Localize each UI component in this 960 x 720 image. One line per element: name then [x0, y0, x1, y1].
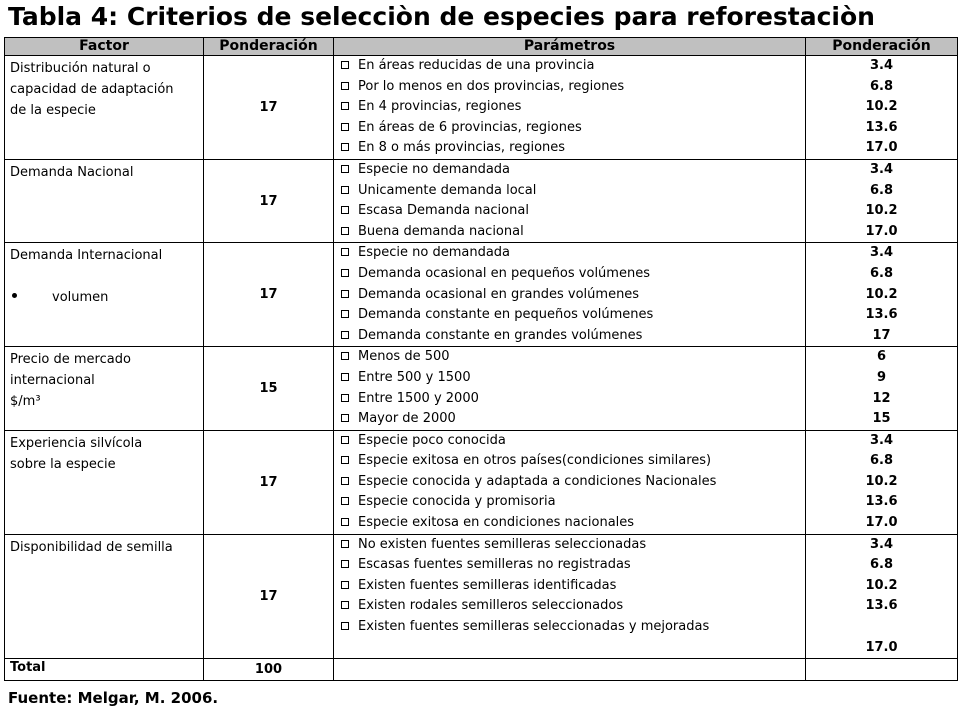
parameter-item	[341, 451, 805, 472]
parameter-value: 10.2	[865, 286, 898, 302]
parameter-value: 17.0	[865, 639, 898, 655]
factor-label: Distribución natural o	[10, 61, 151, 76]
parameter-label: Especie poco conocida	[358, 432, 506, 448]
factor-cell	[5, 430, 204, 534]
parameter-value: 13.6	[865, 307, 898, 323]
parameter-value: 3.4	[869, 245, 894, 261]
factor-label: Precio de mercado	[10, 352, 131, 368]
bullet-icon	[12, 293, 17, 298]
checkbox-icon	[341, 581, 349, 589]
parameter-value: 6.8	[869, 78, 894, 94]
values-cell	[806, 430, 958, 534]
parameter-item	[341, 389, 805, 410]
parameter-item	[341, 431, 805, 452]
parameter-label: En áreas reducidas de una provincia	[358, 58, 595, 73]
parameter-value: 10.2	[865, 203, 898, 219]
parameter-item	[341, 138, 805, 159]
parameter-label: Especie conocida y promisoria	[358, 494, 556, 510]
factor-label: $/m³	[10, 394, 41, 410]
factor-label: internacional	[10, 373, 95, 389]
params-cell	[334, 56, 806, 160]
checkbox-icon	[341, 227, 349, 235]
parameter-item	[341, 264, 805, 285]
parameter-label: Existen fuentes semilleras seleccionadas y mejoradas	[358, 619, 710, 635]
factor-weight: 17	[204, 243, 334, 347]
parameter-label: Especie exitosa en condiciones nacionales	[358, 515, 635, 531]
table-row	[5, 243, 958, 347]
checkbox-icon	[341, 310, 349, 318]
params-cell	[334, 243, 806, 347]
parameter-label: Especie conocida y adaptada a condiciones Nacionales	[358, 473, 717, 489]
checkbox-icon	[341, 331, 349, 339]
header-ponderacion: Ponderación	[204, 38, 334, 56]
params-cell	[334, 430, 806, 534]
header-row	[5, 38, 958, 56]
checkbox-icon	[341, 123, 349, 131]
parameter-label: Buena demanda nacional	[358, 223, 524, 239]
parameter-label: Escasas fuentes semilleras no registradas	[358, 557, 631, 573]
parameter-label: Demanda ocasional en grandes volúmenes	[358, 286, 640, 302]
checkbox-icon	[341, 186, 349, 194]
parameter-label: Demanda constante en grandes volúmenes	[358, 327, 643, 343]
table-body	[5, 56, 958, 659]
parameter-value: 15	[872, 411, 891, 427]
checkbox-icon	[341, 373, 349, 381]
parameter-item	[341, 347, 805, 368]
parameter-value: 17.0	[865, 515, 898, 531]
checkbox-icon	[341, 622, 349, 630]
parameter-value: 6.8	[869, 453, 894, 469]
factor-label: Disponibilidad de semilla	[10, 539, 173, 555]
total-params-empty	[334, 659, 806, 681]
parameter-label: Demanda ocasional en pequeños volúmenes	[358, 265, 650, 281]
params-cell	[334, 347, 806, 430]
parameter-label: Especie exitosa en otros países(condiciones similares)	[358, 453, 712, 469]
parameter-label: Menos de 500	[358, 349, 450, 365]
parameter-item	[341, 492, 805, 513]
parameter-item	[341, 472, 805, 493]
checkbox-icon	[341, 414, 349, 422]
factor-weight: 17	[204, 534, 334, 659]
values-cell	[806, 534, 958, 659]
checkbox-icon	[341, 497, 349, 505]
parameter-value: 17.0	[865, 223, 898, 239]
table-row	[5, 347, 958, 430]
factor-label: Demanda Nacional	[10, 164, 134, 180]
values-cell	[806, 56, 958, 160]
parameter-label: Especie no demandada	[358, 245, 511, 261]
header-factor: Factor	[5, 38, 204, 56]
params-cell	[334, 159, 806, 242]
parameter-value: 3.4	[869, 58, 894, 73]
parameter-label: Entre 500 y 1500	[358, 369, 471, 385]
source-note: Fuente: Melgar, M. 2006.	[8, 689, 219, 707]
parameter-item	[341, 326, 805, 347]
total-value: 100	[204, 659, 334, 681]
factor-sub-item	[10, 287, 199, 308]
parameter-label: Existen fuentes semilleras identificadas	[358, 577, 617, 593]
checkbox-icon	[341, 560, 349, 568]
checkbox-icon	[341, 206, 349, 214]
table-row	[5, 430, 958, 534]
checkbox-icon	[341, 82, 349, 90]
checkbox-icon	[341, 61, 349, 69]
parameter-value: 17	[872, 327, 891, 343]
parameter-item	[341, 181, 805, 202]
parameter-value: 13.6	[865, 494, 898, 510]
parameter-label: Entre 1500 y 2000	[358, 390, 479, 406]
parameter-item	[341, 243, 805, 264]
parameter-label: En áreas de 6 provincias, regiones	[358, 119, 582, 135]
parameter-value: 17.0	[865, 140, 898, 156]
factor-label: de la especie	[10, 103, 96, 118]
parameter-item	[341, 56, 805, 77]
parameter-value: 13.6	[865, 119, 898, 135]
params-cell	[334, 534, 806, 659]
parameter-item	[341, 535, 805, 556]
parameter-item	[341, 617, 805, 638]
parameter-value: 10.2	[865, 99, 898, 115]
parameter-item	[341, 305, 805, 326]
parameter-label: No existen fuentes semilleras seleccionadas	[358, 536, 647, 552]
parameter-item	[341, 285, 805, 306]
parameter-value: 3.4	[869, 432, 894, 448]
parameter-value: 9	[876, 369, 887, 385]
parameter-value	[806, 617, 957, 638]
factor-cell	[5, 534, 204, 659]
parameter-item	[341, 118, 805, 139]
checkbox-icon	[341, 352, 349, 360]
factor-weight: 17	[204, 159, 334, 242]
parameter-label: En 4 provincias, regiones	[358, 99, 522, 115]
parameter-item	[341, 201, 805, 222]
parameter-item	[341, 160, 805, 181]
parameter-item	[341, 513, 805, 534]
parameter-label: Escasa Demanda nacional	[358, 203, 529, 219]
checkbox-icon	[341, 102, 349, 110]
parameter-item	[341, 77, 805, 98]
total-values-empty	[806, 659, 958, 681]
parameter-label: Demanda constante en pequeños volúmenes	[358, 307, 654, 323]
criteria-table	[4, 37, 958, 681]
parameter-value: 13.6	[865, 598, 898, 614]
factor-sub-label: volumen	[52, 290, 109, 306]
total-row	[5, 659, 958, 681]
factor-weight: 15	[204, 347, 334, 430]
parameter-item	[341, 576, 805, 597]
factor-cell	[5, 159, 204, 242]
factor-weight: 17	[204, 56, 334, 160]
values-cell	[806, 159, 958, 242]
factor-cell	[5, 56, 204, 160]
values-cell	[806, 347, 958, 430]
parameter-label: Existen rodales semilleros seleccionados	[358, 598, 624, 614]
factor-label: capacidad de adaptación	[10, 82, 174, 97]
checkbox-icon	[341, 540, 349, 548]
parameter-item	[341, 368, 805, 389]
factor-weight: 17	[204, 430, 334, 534]
parameter-value: 12	[872, 390, 891, 406]
parameter-item	[341, 222, 805, 243]
checkbox-icon	[341, 477, 349, 485]
parameter-value: 10.2	[865, 577, 898, 593]
values-cell	[806, 243, 958, 347]
header-ponderacion-parametro: Ponderación	[806, 38, 958, 56]
parameter-value: 6	[876, 349, 887, 365]
header-parametros: Parámetros	[334, 38, 806, 56]
checkbox-icon	[341, 269, 349, 277]
factor-label: sobre la especie	[10, 456, 116, 472]
total-label: Total	[5, 659, 204, 681]
parameter-label: Mayor de 2000	[358, 411, 456, 427]
parameter-label: Unicamente demanda local	[358, 182, 537, 198]
parameter-item	[341, 638, 805, 659]
factor-label: Experiencia silvícola	[10, 435, 143, 451]
parameter-item	[341, 409, 805, 430]
factor-cell	[5, 347, 204, 430]
checkbox-icon	[341, 394, 349, 402]
factor-label: Demanda Internacional	[10, 248, 163, 264]
checkbox-icon	[341, 290, 349, 298]
table-row	[5, 159, 958, 242]
factor-cell	[5, 243, 204, 347]
checkbox-icon	[341, 456, 349, 464]
parameter-value: 6.8	[869, 182, 894, 198]
parameter-value: 3.4	[869, 161, 894, 177]
checkbox-icon	[341, 518, 349, 526]
checkbox-icon	[341, 248, 349, 256]
parameter-label: Especie no demandada	[358, 161, 511, 177]
checkbox-icon	[341, 436, 349, 444]
table-title: Tabla 4: Criterios de selecciòn de especies para reforestaciòn	[8, 2, 875, 31]
parameter-item	[341, 596, 805, 617]
parameter-value: 3.4	[869, 536, 894, 552]
parameter-value: 6.8	[869, 557, 894, 573]
parameter-label: En 8 o más provincias, regiones	[358, 140, 566, 156]
parameter-item	[341, 555, 805, 576]
parameter-value: 6.8	[869, 265, 894, 281]
parameter-value: 10.2	[865, 473, 898, 489]
table-row	[5, 534, 958, 659]
table-row	[5, 56, 958, 160]
parameter-label: Por lo menos en dos provincias, regiones	[358, 78, 625, 94]
checkbox-icon	[341, 143, 349, 151]
checkbox-icon	[341, 601, 349, 609]
parameter-item	[341, 97, 805, 118]
checkbox-icon	[341, 165, 349, 173]
